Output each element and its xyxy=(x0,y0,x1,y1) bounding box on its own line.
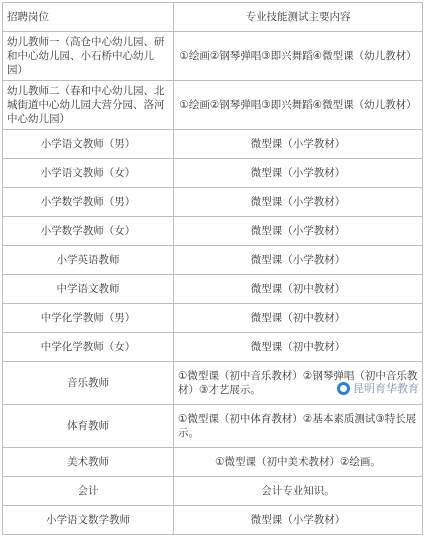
content-cell: 微型课（小学教材） xyxy=(174,130,423,159)
header-position: 招聘岗位 xyxy=(3,3,174,32)
table-row xyxy=(3,246,423,275)
table-row xyxy=(3,333,423,362)
content-cell: 微型课（小学教材） xyxy=(174,217,423,246)
table-row xyxy=(3,275,423,304)
position-cell: 会计 xyxy=(3,477,174,506)
content-cell: 会计专业知识。 xyxy=(174,477,423,506)
table-row xyxy=(3,130,423,159)
position-cell: 小学语文教师（男） xyxy=(3,130,174,159)
table-row xyxy=(3,81,423,130)
content-cell: 微型课（小学教材） xyxy=(174,506,423,535)
wechat-logo-icon xyxy=(337,382,350,395)
table-row xyxy=(3,188,423,217)
header-content: 专业技能测试主要内容 xyxy=(174,3,423,32)
content-cell: 微型课（初中教材） xyxy=(174,304,423,333)
table-row xyxy=(3,405,423,448)
position-cell: 小学语文教师（女） xyxy=(3,159,174,188)
content-cell: ①微型课（初中体育教材）②基本素质测试③特长展示。 xyxy=(174,405,423,448)
position-cell: 美术教师 xyxy=(3,448,174,477)
table-row xyxy=(3,477,423,506)
content-cell: 微型课（初中教材） xyxy=(174,333,423,362)
table-row xyxy=(3,217,423,246)
position-cell: 中学语文教师 xyxy=(3,275,174,304)
table-row xyxy=(3,304,423,333)
position-cell: 小学数学教师（女） xyxy=(3,217,174,246)
content-cell: 微型课（小学教材） xyxy=(174,159,423,188)
position-cell: 中学化学教师（男） xyxy=(3,304,174,333)
position-cell: 小学语文数学教师 xyxy=(3,506,174,535)
table-row xyxy=(3,506,423,535)
watermark xyxy=(337,380,419,396)
watermark-text: 昆明育华教育 xyxy=(353,382,419,395)
content-cell: ①绘画②钢琴弹唱③即兴舞蹈④微型课（幼儿教材） xyxy=(174,32,423,81)
content-cell: 微型课（小学教材） xyxy=(174,188,423,217)
position-cell: 幼儿教师一（高仓中心幼儿园、研和中心幼儿园、小石桥中心幼儿园） xyxy=(3,32,174,81)
table-row xyxy=(3,32,423,81)
recruitment-table xyxy=(2,2,423,535)
position-cell: 中学化学教师（女） xyxy=(3,333,174,362)
position-cell: 幼儿教师二（春和中心幼儿园、北城街道中心幼儿园大营分园、洛河中心幼儿园） xyxy=(3,81,174,130)
content-cell: ①微型课（初中美术教材）②绘画。 xyxy=(174,448,423,477)
content-cell: 微型课（小学教材） xyxy=(174,246,423,275)
table-row xyxy=(3,448,423,477)
content-cell: ①绘画②钢琴弹唱③即兴舞蹈④微型课（幼儿教材） xyxy=(174,81,423,130)
position-cell: 小学数学教师（男） xyxy=(3,188,174,217)
position-cell: 小学英语教师 xyxy=(3,246,174,275)
position-cell: 体育教师 xyxy=(3,405,174,448)
content-cell: 微型课（初中教材） xyxy=(174,275,423,304)
position-cell: 音乐教师 xyxy=(3,362,174,405)
table-row xyxy=(3,159,423,188)
content-cell: ①微型课（初中音乐教材）②钢琴弹唱（初中音乐教材）③才艺展示。 xyxy=(174,362,423,405)
